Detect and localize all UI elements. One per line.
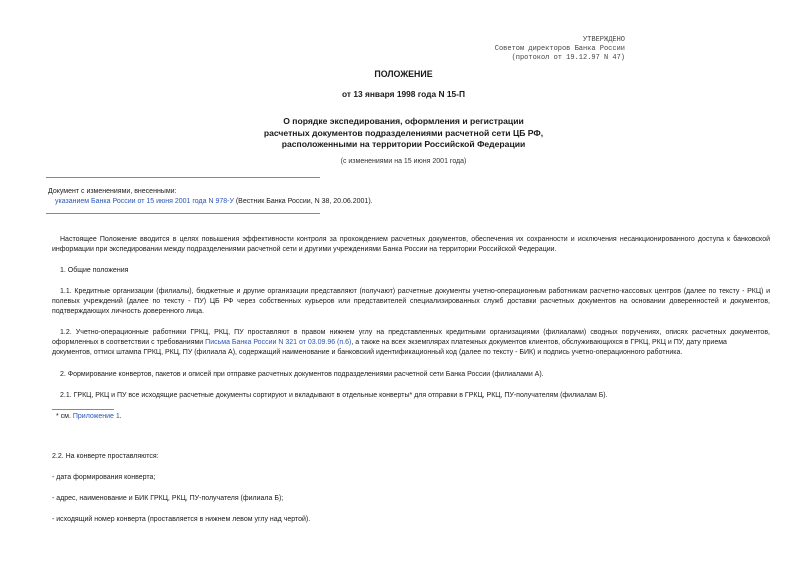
document-title: ПОЛОЖЕНИЕ (374, 69, 433, 79)
section-1-heading: 1. Общие положения (60, 267, 129, 274)
changes-note: (с изменениями на 15 июня 2001 года) (340, 158, 467, 165)
p12-line-1: 1.2. Учетно-операционные работники ГРКЦ, РКЦ, ПУ проставляют в правом нижнем углу на представленных кредитными организациями (филиалами) сводных поручениях, описях расчетных документов, (60, 329, 770, 336)
footnote-prefix: * см. (56, 413, 73, 420)
paragraph-2-2: 2.2. На конверте проставляются: (52, 453, 159, 460)
approval-line-2: Советом директоров Банка России (494, 45, 625, 54)
divider-top (46, 177, 320, 178)
appendix-1-link[interactable]: Приложение 1 (72, 413, 120, 420)
paragraph-1-2 (52, 328, 770, 358)
divider-bottom (46, 213, 320, 214)
approval-line-3: (протокол от 19.12.97 N 47) (511, 54, 625, 63)
p12-line-3: документов, оттиск штампа ГРКЦ, РКЦ, ПУ (филиала А), содержащий наименование и банковский идентификационный код (далее по тексту - БИК) и подпись учетно-операционного работника. (52, 349, 683, 357)
amendment-link[interactable]: указанием Банка России от 15 июня 2001 года N 978-У (55, 198, 234, 206)
list-item-2: - адрес, наименование и БИК ГРКЦ, РКЦ, ПУ-получателя (филиала Б); (52, 495, 284, 502)
footnote-suffix: . (119, 413, 122, 420)
intro-line-2: информации при экспедировании между подразделениями расчетной сети и другими учреждениями Банка России на территории Российской Федерации. (52, 246, 557, 254)
approval-line-1: УТВЕРЖДЕНО (582, 36, 625, 44)
amendments-line (48, 197, 373, 207)
list-item-1: - дата формирования конверта; (52, 474, 156, 481)
intro-line-1: Настоящее Положение вводится в целях повышения эффективности контроля за прохождением расчетных документов, обеспечения их сохранности и исключения несанкционированного доступа к банковской (60, 236, 770, 243)
section-2-heading: 2. Формирование конвертов, пакетов и описей при отправке расчетных документов подразделениями расчетной сети Банка России (филиалами А). (60, 371, 544, 378)
amendments-note (48, 187, 373, 207)
intro-paragraph (52, 235, 770, 255)
p11-line-3: подтверждающих личность доверенного лица. (52, 308, 204, 316)
footnote-divider (52, 409, 114, 410)
document-date: от 13 января 1998 года N 15-П (342, 89, 465, 99)
amendment-source: (Вестник Банка России, N 38, 20.06.2001). (233, 198, 373, 206)
p11-line-2: полевых учреждений (далее по тексту - ПУ) ЦБ РФ через собственных курьеров или представителей специализированных служб доставки расчетных документов на основании доверенностей и документов, (52, 298, 770, 306)
subtitle-line-2: расчетных документов подразделениями расчетной сети ЦБ РФ, (263, 127, 544, 138)
subtitle-line-3: расположенными на территории Российской Федерации (281, 139, 526, 150)
letter-321-link[interactable]: Письма Банка России N 321 от 03.09.96 (п.6) (205, 339, 352, 347)
subtitle-line-1: О порядке экспедирования, оформления и регистрации (283, 116, 524, 126)
p12-line-2-start: оформленных в соответствии с требованиями (52, 339, 206, 347)
amendments-heading: Документ с изменениями, внесенными: (48, 188, 177, 195)
paragraph-1-1 (52, 287, 770, 317)
p11-line-1: 1.1. Кредитные организации (филиалы), бюджетные и другие организации представляют (получают) расчетные документы учетно-операционным работникам расчетно-кассовых центров (далее по тексту - РКЦ) и (60, 288, 770, 295)
paragraph-2-1: 2.1. ГРКЦ, РКЦ и ПУ все исходящие расчетные документы сортируют и вкладывают в отдельные конверты* для отправки в ГРКЦ, РКЦ, ПУ-получателям (филиалам Б). (60, 392, 608, 399)
p12-line-2-end: , а также на всех экземплярах платежных документов клиентов, обслуживающихся в ГРКЦ, РКЦ и ПУ, дату приема (351, 339, 727, 347)
list-item-3: - исходящий номер конверта (проставляется в нижнем левом углу над чертой). (52, 516, 311, 523)
p12-line-2 (52, 338, 770, 348)
document-subtitle (0, 116, 807, 151)
footnote (56, 412, 774, 422)
approval-stamp (495, 36, 625, 63)
